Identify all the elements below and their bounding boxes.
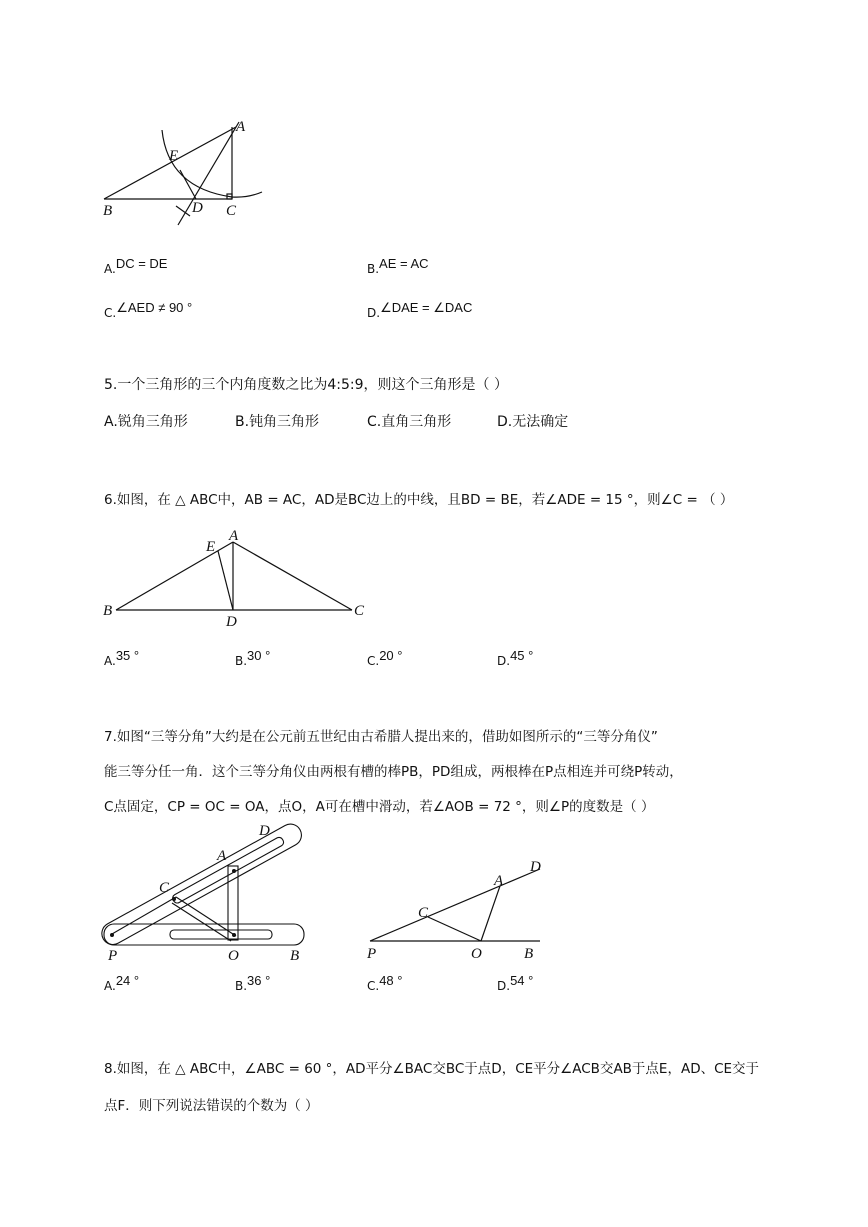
- fig7b-label-D: D: [530, 859, 541, 875]
- q8-line-1: 8.如图，在 △ ABC中，∠ABC = 60 °，AD平分∠BAC交BC于点D，CE平分∠ACB交AB于点E，AD、CE交于: [104, 1061, 760, 1077]
- q7-line-2: 能三等分任一角．这个三等分角仪由两根有槽的棒PB，PD组成，两根棒在P点相连并可绕P转动，: [104, 764, 683, 780]
- q4-option-d[interactable]: D.∠DAE = ∠DAC: [367, 300, 473, 320]
- fig1-label-D: D: [192, 200, 203, 216]
- q7-option-a[interactable]: A.24 °: [104, 973, 140, 993]
- fig7b-label-O: O: [471, 946, 482, 962]
- q8-line-2: 点F．则下列说法错误的个数为（ ）: [104, 1098, 319, 1114]
- q7-option-c[interactable]: C.48 °: [367, 973, 403, 993]
- q5-question: 5.一个三角形的三个内角度数之比为4:5:9，则这个三角形是（ ）: [104, 377, 508, 393]
- q7-line-3: C点固定，CP = OC = OA，点O，A可在槽中滑动，若∠AOB = 72 °，则∠P的度数是（ ）: [104, 799, 655, 815]
- fig1-label-C: C: [226, 203, 237, 219]
- fig6-label-B: B: [103, 603, 113, 619]
- fig1-label-A: A: [236, 119, 246, 135]
- q7-option-b[interactable]: B.36 °: [235, 973, 271, 993]
- fig6-label-D: D: [226, 614, 237, 630]
- fig1-label-B: B: [103, 203, 113, 219]
- q6-option-b[interactable]: B.30 °: [235, 648, 271, 668]
- fig7b-label-P: P: [367, 946, 377, 962]
- q6-option-d[interactable]: D.45 °: [497, 648, 534, 668]
- fig6-label-C: C: [354, 603, 365, 619]
- fig7a-label-A: A: [217, 848, 227, 864]
- q5-option-d[interactable]: D.无法确定: [497, 414, 569, 430]
- q6-question: 6.如图，在 △ ABC中，AB = AC，AD是BC边上的中线，且BD = BE，若∠ADE = 15 °，则∠C = （ ）: [104, 492, 734, 508]
- fig7b-label-B: B: [524, 946, 534, 962]
- fig6-label-A: A: [229, 528, 239, 544]
- q6-option-a[interactable]: A.35 °: [104, 648, 140, 668]
- fig6-label-E: E: [206, 539, 216, 555]
- q4-option-b[interactable]: B.AE = AC: [367, 256, 429, 276]
- q4-option-c[interactable]: C.∠AED ≠ 90 °: [104, 300, 193, 320]
- q7-line-1: 7.如图“三等分角”大约是在公元前五世纪由古希腊人提出来的，借助如图所示的“三等分角仪”: [104, 729, 658, 745]
- fig7b-label-A: A: [494, 873, 504, 889]
- q6-option-c[interactable]: C.20 °: [367, 648, 403, 668]
- q7-option-d[interactable]: D.54 °: [497, 973, 534, 993]
- q5-option-b[interactable]: B.钝角三角形: [235, 414, 320, 430]
- fig1-label-E: E: [169, 148, 179, 164]
- fig7a-label-C: C: [159, 880, 170, 896]
- q5-option-a[interactable]: A.锐角三角形: [104, 414, 188, 430]
- fig7a-label-P: P: [108, 948, 118, 964]
- fig7a-label-B: B: [290, 948, 300, 964]
- q4-option-a[interactable]: A.DC = DE: [104, 256, 168, 276]
- fig7b-label-C: C: [418, 905, 429, 921]
- q5-option-c[interactable]: C.直角三角形: [367, 414, 452, 430]
- fig7a-label-O: O: [228, 948, 239, 964]
- fig7a-label-D: D: [259, 823, 270, 839]
